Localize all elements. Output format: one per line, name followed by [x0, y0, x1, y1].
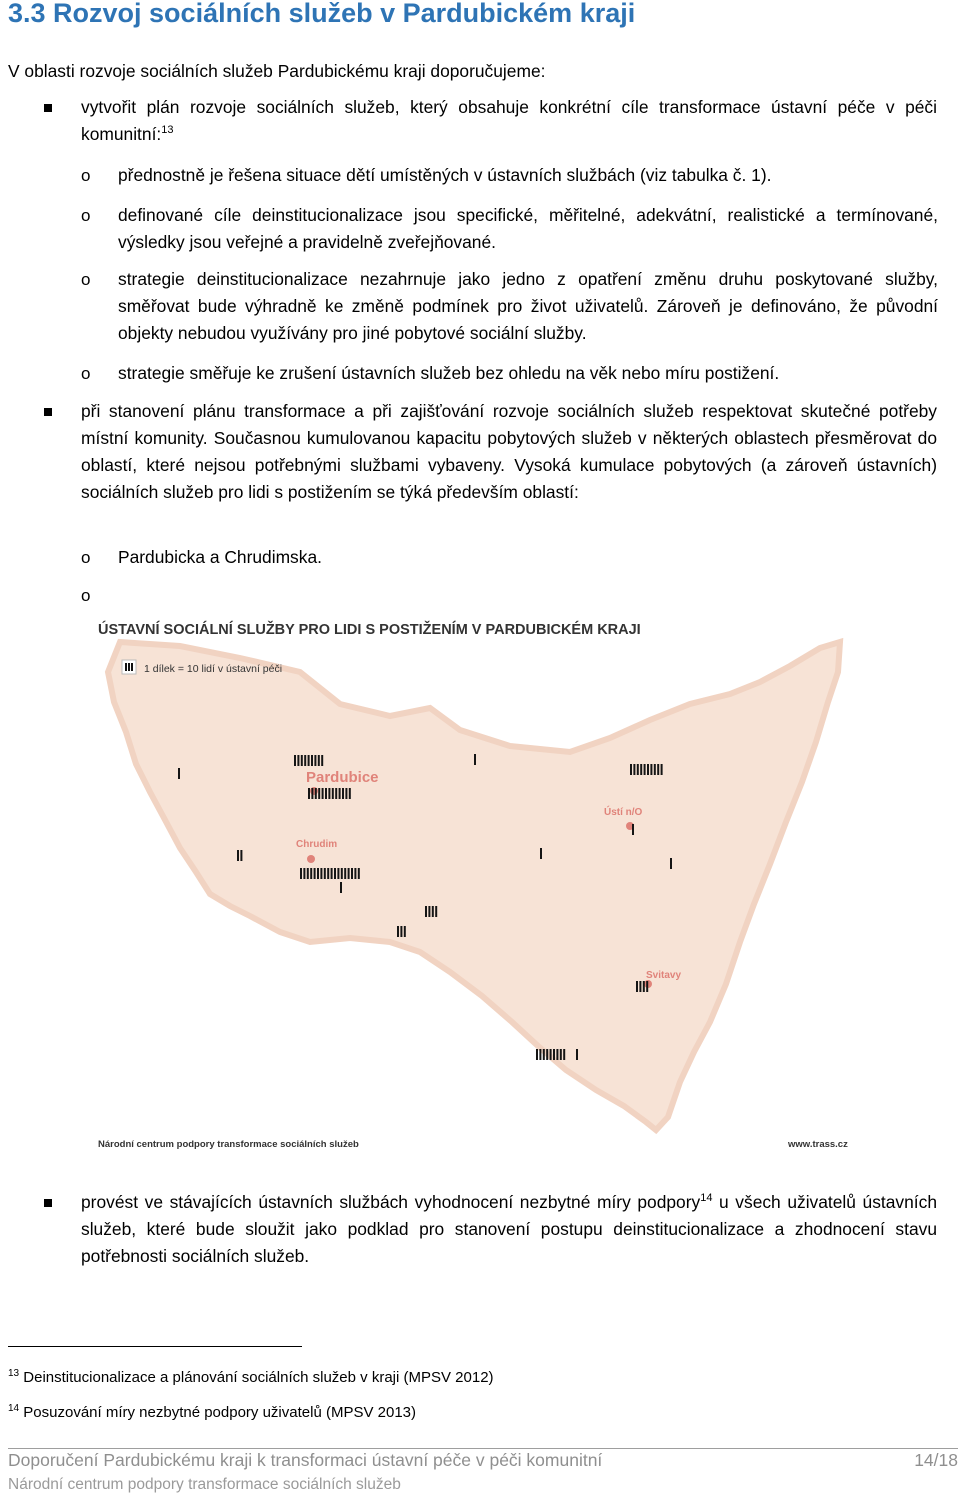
tally-mark: [425, 906, 427, 917]
city-label-pardubice: Pardubice: [306, 769, 379, 786]
tally-mark: [536, 1049, 538, 1060]
tally-mark: [307, 868, 309, 879]
tally-mark: [404, 926, 406, 937]
tally-mark: [647, 764, 649, 775]
city-label-svitavy: Svitavy: [646, 970, 682, 981]
tally-mark: [657, 764, 659, 775]
tally-mark: [320, 868, 322, 879]
bullet-2-subitem: Pardubicka a Chrudimska.: [118, 547, 322, 567]
tally-mark: [349, 788, 351, 799]
tally-mark: [339, 788, 341, 799]
tally-mark: [539, 1049, 541, 1060]
tally-mark: [301, 755, 303, 766]
tally-mark: [325, 788, 327, 799]
tally-mark: [630, 764, 632, 775]
tally-mark: [550, 1049, 552, 1060]
tally-mark: [311, 755, 313, 766]
footnote-separator: [8, 1346, 302, 1347]
map-source-right: www.trass.cz: [788, 1139, 848, 1150]
legend-label: 1 dílek = 10 lidí v ústavní péči: [144, 663, 283, 675]
tally-mark: [324, 868, 326, 879]
tally-mark: [640, 764, 642, 775]
tally-mark: [639, 981, 641, 992]
circle-bullet-icon: o: [81, 270, 91, 289]
tally-mark: [435, 906, 437, 917]
tally-mark: [240, 850, 242, 861]
city-label-usti: Ústí n/O: [604, 807, 643, 818]
footnote-13: $^{13}$ Deinstitucionalizace a plánování sociálních služeb v kraji (MPSV 2012): [8, 1368, 494, 1386]
bullet-1-subitem: strategie směřuje ke zrušení ústavních služeb bez ohledu na věk nebo míru postižení.: [118, 363, 780, 383]
tally-mark: [322, 788, 324, 799]
tally-mark: [178, 768, 180, 779]
square-bullet-icon: [44, 1199, 52, 1207]
tally-mark: [311, 788, 313, 799]
tally-mark: [317, 868, 319, 879]
tally-mark: [327, 868, 329, 879]
bullet-1-subitem: přednostně je řešena situace dětí umístěných v ústavních službách (viz tabulka č. 1).: [118, 165, 772, 185]
tally-mark: [553, 1049, 555, 1060]
circle-bullet-icon: o: [81, 586, 91, 605]
map-legend: [122, 660, 282, 675]
tally-mark: [345, 788, 347, 799]
tally-mark: [131, 663, 133, 671]
circle-bullet-icon: o: [81, 364, 91, 383]
tally-mark: [328, 788, 330, 799]
tally-mark: [643, 981, 645, 992]
bullet-2-text: při stanovení plánu transformace a při zajišťování rozvoje sociálních služeb respektovat skutečné potřeby místní komunity. Současnou kumulovanou kapacitu pobytových služeb v některých oblastech přesměrovat do oblastí, které nejsou potřebnými službami vybaveny. Vysoká kumulace pobytových (a zároveň ústavních) sociálních služeb pro lidi s postižením se týká především oblastí:: [81, 401, 937, 502]
bullet-1-subitem: definované cíle deinstitucionalizace jsou specifické, měřitelné, adekvátní, realistické a termínované, výsledky jsou veřejné a pravidelně zveřejňované.: [118, 205, 938, 252]
page-title: 3.3 Rozvoj sociálních služeb v Pardubickém kraji: [8, 0, 636, 28]
tally-mark: [331, 868, 333, 879]
tally-mark: [315, 788, 317, 799]
circle-bullet-icon: o: [81, 548, 91, 567]
tally-mark: [348, 868, 350, 879]
tally-mark: [308, 755, 310, 766]
tally-mark: [300, 868, 302, 879]
tally-mark: [654, 764, 656, 775]
tally-mark: [332, 788, 334, 799]
region-map-figure: [90, 612, 866, 1164]
tally-mark: [358, 868, 360, 879]
tally-mark: [125, 663, 127, 671]
bullet-3-text: provést ve stávajících ústavních službách vyhodnocení nezbytné míry podpory$^{14}$ u všech uživatelů ústavních služeb, které bude sloužit jako podklad pro stanovení postupu deinstitucionalizace a zhodnocení stavu potřebnosti sociálních služeb.: [81, 1192, 937, 1266]
tally-mark: [432, 906, 434, 917]
tally-mark: [303, 868, 305, 879]
square-bullet-icon: [44, 408, 52, 416]
tally-mark: [428, 906, 430, 917]
square-bullet-icon: [44, 104, 52, 112]
tally-mark: [304, 755, 306, 766]
tally-mark: [670, 858, 672, 869]
tally-mark: [632, 824, 634, 835]
tally-mark: [637, 764, 639, 775]
tally-mark: [318, 788, 320, 799]
tally-mark: [297, 755, 299, 766]
map-source-left: Národní centrum podpory transformace sociálních služeb: [98, 1139, 359, 1150]
tally-mark: [294, 755, 296, 766]
page-number: 14/18: [914, 1450, 958, 1470]
map-title: ÚSTAVNÍ SOCIÁLNÍ SLUŽBY PRO LIDI S POSTIŽENÍM V PARDUBICKÉM KRAJI: [98, 622, 641, 638]
tally-mark: [318, 755, 320, 766]
tally-mark: [636, 981, 638, 992]
tally-mark: [321, 755, 323, 766]
tally-mark: [560, 1049, 562, 1060]
footer-org: Národní centrum podpory transformace sociálních služeb: [8, 1476, 401, 1493]
circle-bullet-icon: o: [81, 166, 91, 185]
tally-mark: [351, 868, 353, 879]
tally-mark: [354, 868, 356, 879]
tally-mark: [474, 754, 476, 765]
tally-mark: [576, 1049, 578, 1060]
region-map: [90, 612, 866, 1164]
tally-mark: [633, 764, 635, 775]
city-label-chrudim: Chrudim: [296, 839, 338, 850]
bullet-1-text: vytvořit plán rozvoje sociálních služeb, který obsahuje konkrétní cíle transformace ústavní péče v péči komunitní:$^{13}$: [81, 97, 937, 144]
tally-mark: [563, 1049, 565, 1060]
tally-mark: [128, 663, 130, 671]
tally-mark: [344, 868, 346, 879]
footer-rule: [8, 1448, 958, 1449]
tally-mark: [341, 868, 343, 879]
footnote-14: $^{14}$ Posuzování míry nezbytné podpory uživatelů (MPSV 2013): [8, 1403, 416, 1421]
tally-mark: [650, 764, 652, 775]
tally-mark: [340, 882, 342, 893]
tally-mark: [335, 788, 337, 799]
tally-mark: [314, 755, 316, 766]
tally-mark: [237, 850, 239, 861]
footer-doc-title: Doporučení Pardubickému kraji k transformaci ústavní péče v péči komunitní: [8, 1450, 603, 1470]
tally-mark: [314, 868, 316, 879]
tally-mark: [334, 868, 336, 879]
tally-mark: [646, 981, 648, 992]
tally-mark: [400, 926, 402, 937]
tally-mark: [546, 1049, 548, 1060]
tally-mark: [661, 764, 663, 775]
tally-mark: [556, 1049, 558, 1060]
tally-mark: [543, 1049, 545, 1060]
tally-mark: [337, 868, 339, 879]
city-dot: [307, 855, 315, 863]
tally-mark: [310, 868, 312, 879]
region-shape: [108, 642, 840, 1130]
tally-mark: [397, 926, 399, 937]
tally-mark: [342, 788, 344, 799]
tally-mark: [308, 788, 310, 799]
circle-bullet-icon: o: [81, 206, 91, 225]
intro-text: V oblasti rozvoje sociálních služeb Pardubickému kraji doporučujeme:: [8, 61, 546, 81]
tally-mark: [644, 764, 646, 775]
tally-mark: [540, 848, 542, 859]
bullet-1-subitem: strategie deinstitucionalizace nezahrnuje jako jedno z opatření změnu druhu poskytované služby, směřovat bude výhradně ke změně podmínek pro život uživatelů. Zároveň je definováno, že původní objekty nebudou využívány pro jiné pobytové sociální služby.: [118, 269, 938, 343]
